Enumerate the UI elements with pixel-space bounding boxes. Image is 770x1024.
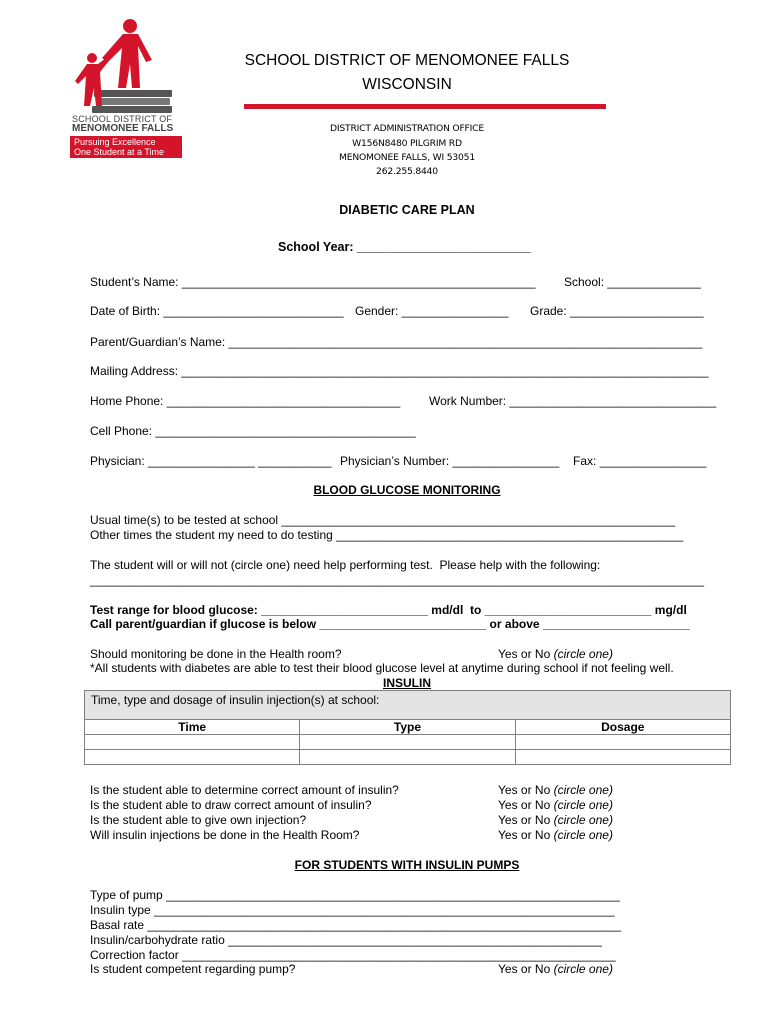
student-name-field[interactable]: Student’s Name: _____________________________________________________	[90, 275, 536, 289]
insulin-box-label: Time, type and dosage of insulin injection(s) at school:	[91, 693, 380, 707]
carb-ratio-field[interactable]: Insulin/carbohydrate ratio ________________________________________________________	[90, 933, 602, 947]
yes-no-label: Yes or No	[498, 813, 554, 827]
district-title: SCHOOL DISTRICT OF MENOMONEE FALLS	[244, 52, 570, 69]
call-parent-field[interactable]: Call parent/guardian if glucose is below _________________________ or above ______________________	[90, 617, 690, 631]
physician-field[interactable]: Physician: ________________ ___________	[90, 454, 332, 468]
insulin-question-3: Is the student able to give own injection?	[90, 813, 307, 827]
school-year-field[interactable]: School Year: _________________________	[278, 240, 531, 254]
insulin-table	[84, 719, 731, 765]
insulin-answer-1[interactable]	[498, 783, 613, 797]
basal-rate-field[interactable]: Basal rate _______________________________________________________________________	[90, 918, 622, 932]
insulin-answer-4[interactable]	[498, 828, 613, 842]
insulin-table-header	[85, 720, 731, 735]
pumps-heading: FOR STUDENTS WITH INSULIN PUMPS	[294, 858, 520, 872]
insulin-question-4: Will insulin injections be done in the Health Room?	[90, 828, 360, 842]
insulin-answer-3[interactable]	[498, 813, 613, 827]
pump-competent-answer[interactable]	[498, 962, 613, 976]
yes-no-label: Yes or No	[498, 783, 554, 797]
other-test-times-field[interactable]: Other times the student my need to do testing ____________________________________________________	[90, 528, 684, 542]
logo-tag1: Pursuing Excellence	[74, 137, 156, 147]
office-street: W156N8480 PILGRIM RD	[352, 138, 462, 149]
yes-no-label: Yes or No	[498, 828, 554, 842]
logo-line1: SCHOOL DISTRICT OF	[72, 114, 173, 124]
state-title: WISCONSIN	[362, 76, 452, 93]
circle-one-label: (circle one)	[553, 647, 613, 661]
col-type: Type	[300, 720, 515, 735]
circle-one-label: (circle one)	[553, 813, 613, 827]
office-name: DISTRICT ADMINISTRATION OFFICE	[330, 123, 484, 134]
insulin-heading: INSULIN	[383, 676, 431, 690]
work-number-field[interactable]: Work Number: _______________________________	[429, 394, 717, 408]
grade-field[interactable]: Grade: ____________________	[530, 304, 704, 318]
pump-competent-question: Is student competent regarding pump?	[90, 962, 296, 976]
cell-phone-field[interactable]: Cell Phone: _______________________________________	[90, 424, 416, 438]
office-phone: 262.255.8440	[376, 166, 438, 177]
logo-tag2: One Student at a Time	[74, 147, 165, 157]
table-row[interactable]	[85, 750, 731, 765]
parent-name-field[interactable]: Parent/Guardian’s Name: _______________________________________________________________________	[90, 335, 703, 349]
form-title: DIABETIC CARE PLAN	[339, 203, 475, 217]
monitoring-question: Should monitoring be done in the Health room?	[90, 647, 342, 661]
correction-factor-field[interactable]: Correction factor _________________________________________________________________	[90, 948, 616, 962]
all-students-note: *All students with diabetes are able to test their blood glucose level at anytime during school if not feeling well.	[90, 661, 674, 675]
col-dosage: Dosage	[515, 720, 730, 735]
yes-no-label: Yes or No	[498, 798, 554, 812]
insulin-question-2: Is the student able to draw correct amount of insulin?	[90, 798, 372, 812]
col-time: Time	[85, 720, 300, 735]
insulin-question-1: Is the student able to determine correct amount of insulin?	[90, 783, 399, 797]
mailing-address-field[interactable]: Mailing Address: _______________________________________________________________________________	[90, 364, 709, 378]
yes-no-label: Yes or No	[498, 647, 554, 661]
dob-field[interactable]: Date of Birth: ___________________________	[90, 304, 344, 318]
school-field[interactable]: School: ______________	[564, 275, 701, 289]
home-phone-field[interactable]: Home Phone: ___________________________________	[90, 394, 401, 408]
logo-line2: MENOMONEE FALLS	[72, 123, 174, 134]
header-divider	[244, 104, 606, 109]
office-city: MENOMONEE FALLS, WI 53051	[339, 152, 475, 163]
circle-one-label: (circle one)	[553, 798, 613, 812]
insulin-type-field[interactable]: Insulin type _____________________________________________________________________	[90, 903, 615, 917]
bgm-heading: BLOOD GLUCOSE MONITORING	[313, 483, 501, 497]
pump-type-field[interactable]: Type of pump ____________________________________________________________________	[90, 888, 620, 902]
insulin-box-header	[84, 690, 731, 720]
circle-one-label: (circle one)	[553, 828, 613, 842]
physician-number-field[interactable]: Physician’s Number: ________________	[340, 454, 560, 468]
test-range-field[interactable]: Test range for blood glucose: _________________________ md/dl to _________________________ mg/dl	[90, 603, 687, 617]
fax-field[interactable]: Fax: ________________	[573, 454, 707, 468]
circle-one-label: (circle one)	[553, 962, 613, 976]
gender-field[interactable]: Gender: ________________	[355, 304, 509, 318]
monitoring-answer[interactable]	[498, 647, 613, 661]
circle-one-label: (circle one)	[553, 783, 613, 797]
help-details-field[interactable]: ____________________________________________________________________________________________	[90, 573, 704, 587]
help-statement: The student will or will not (circle one) need help performing test. Please help with the following:	[90, 558, 601, 572]
logo-figures-icon	[68, 16, 186, 116]
district-logo	[66, 14, 186, 174]
usual-test-times-field[interactable]: Usual time(s) to be tested at school ___________________________________________________________	[90, 513, 676, 527]
insulin-answer-2[interactable]	[498, 798, 613, 812]
table-row[interactable]	[85, 735, 731, 750]
yes-no-label: Yes or No	[498, 962, 554, 976]
logo-tagline	[70, 136, 182, 158]
